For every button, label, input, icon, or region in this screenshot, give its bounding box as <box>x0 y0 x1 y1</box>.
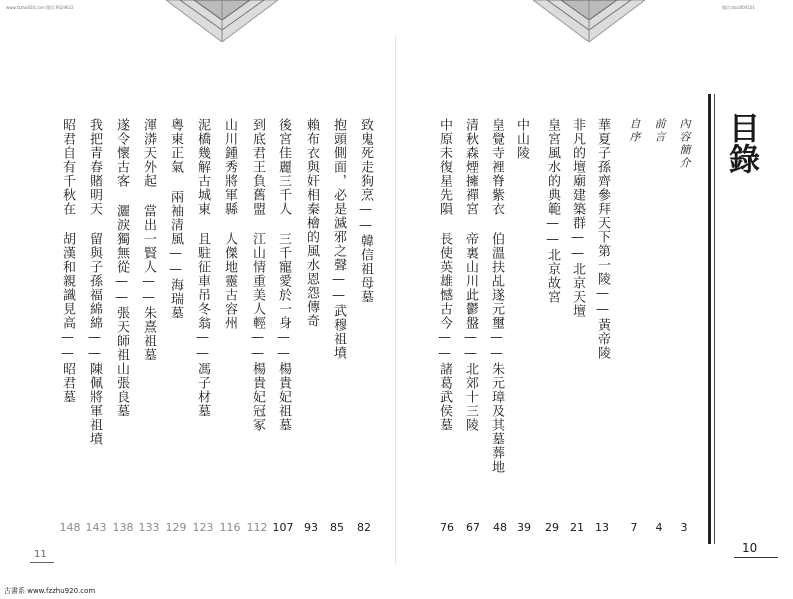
toc-entry-16[interactable]: 泥橋幾解古城東 且駐征車吊冬翁——馮子材墓 <box>195 118 210 418</box>
toc-entry-15[interactable]: 山川鍾秀將軍縣 人傑地靈古容州 <box>222 118 237 330</box>
toc-entry-14[interactable]: 到底君王負舊盟 江山情重美人輕——楊貴妃冠冢 <box>250 118 265 432</box>
toc-entry-11[interactable]: 抱頭側面，必是滅邪之聲——武穆祖墳 <box>331 118 346 360</box>
toc-entry-7[interactable]: 皇覺寺裡脊紫衣 伯溫扶乩遂元璽——朱元璋及其墓葬地 <box>489 118 504 474</box>
toc-page-15: 116 <box>219 521 241 534</box>
ornament-left-icon <box>166 0 278 42</box>
watermark: 古書系 www.fzzhu920.com <box>4 587 96 595</box>
toc-entry-21[interactable]: 昭君自有千秋在 胡漢和親識見高——昭君墓 <box>60 118 75 404</box>
header-caption-right: 微信:stnz000101 <box>722 5 755 10</box>
toc-page-4: 21 <box>570 521 584 534</box>
toc-page-13: 107 <box>272 521 294 534</box>
toc-entry-20[interactable]: 我把青春賭明天 留與子孫福綿綿——陳佩將軍祖墳 <box>87 118 102 446</box>
toc-page-1: 4 <box>655 521 663 534</box>
toc-entry-8[interactable]: 清秋森煙擁禪宮 帝裏山川此鬱盤——北郊十三陵 <box>463 118 478 432</box>
toc-entry-12[interactable]: 賴布衣與奸相秦檜的風水恩怨傳奇 <box>304 118 319 328</box>
toc-page-6: 39 <box>517 521 531 534</box>
toc-entry-2[interactable]: 自序 <box>628 118 641 144</box>
toc-page-19: 138 <box>112 521 134 534</box>
toc-page-8: 67 <box>466 521 480 534</box>
folio-bottom-left: 11 <box>34 549 47 560</box>
toc-page-21: 148 <box>59 521 81 534</box>
toc-page-10: 82 <box>357 521 371 534</box>
toc-page-2: 7 <box>630 521 638 534</box>
folio-bottom-left-rule <box>30 562 54 563</box>
page-gutter <box>395 35 396 565</box>
page-title: 目錄 <box>723 112 759 174</box>
toc-page-12: 93 <box>304 521 318 534</box>
toc-page-5: 29 <box>545 521 559 534</box>
header-caption-left: www.fzzhu920.com 微信:RS29632 <box>6 5 74 10</box>
title-rule <box>708 94 711 544</box>
toc-entry-4[interactable]: 非凡的壇廟建築群——北京天壇 <box>570 118 585 318</box>
toc-entry-13[interactable]: 後宮佳麗三千人 三千寵愛於一身——楊貴妃祖墓 <box>276 118 291 432</box>
toc-page-11: 85 <box>330 521 344 534</box>
toc-entry-6[interactable]: 中山陵 <box>514 118 529 160</box>
toc-page-17: 129 <box>165 521 187 534</box>
folio-rule <box>734 557 778 558</box>
toc-page-3: 13 <box>595 521 609 534</box>
toc-page-20: 143 <box>85 521 107 534</box>
toc-entry-10[interactable]: 致鬼死走狗烹——韓信祖母墓 <box>358 118 373 304</box>
folio: 10 <box>742 541 758 555</box>
toc-page-18: 133 <box>138 521 160 534</box>
toc-entry-3[interactable]: 華夏子孫齊參拜天下第一陵——黃帝陵 <box>595 118 610 360</box>
toc-entry-5[interactable]: 皇宮風水的典範——北京故宮 <box>545 118 560 304</box>
toc-page-9: 76 <box>440 521 454 534</box>
toc-entry-19[interactable]: 遂令懷古客 灑淚獨無從——張天師祖山張良墓 <box>114 118 129 418</box>
toc-entry-9[interactable]: 中原未復星先隕 長使英雄憾古今——諸葛武侯墓 <box>437 118 452 432</box>
toc-entry-18[interactable]: 渾漭天外起 當出一賢人——朱熹祖墓 <box>141 118 156 362</box>
toc-page-0: 3 <box>680 521 688 534</box>
toc-page-16: 123 <box>192 521 214 534</box>
toc-page-14: 112 <box>246 521 268 534</box>
toc-entry-1[interactable]: 前言 <box>653 118 666 144</box>
toc-entry-0[interactable]: 內容簡介 <box>678 118 691 170</box>
toc-entry-17[interactable]: 粵東正氣 兩袖清風——海瑞墓 <box>168 118 183 320</box>
ornament-right-icon <box>533 0 645 42</box>
title-rule-thin <box>714 94 715 544</box>
toc-page-7: 48 <box>493 521 507 534</box>
